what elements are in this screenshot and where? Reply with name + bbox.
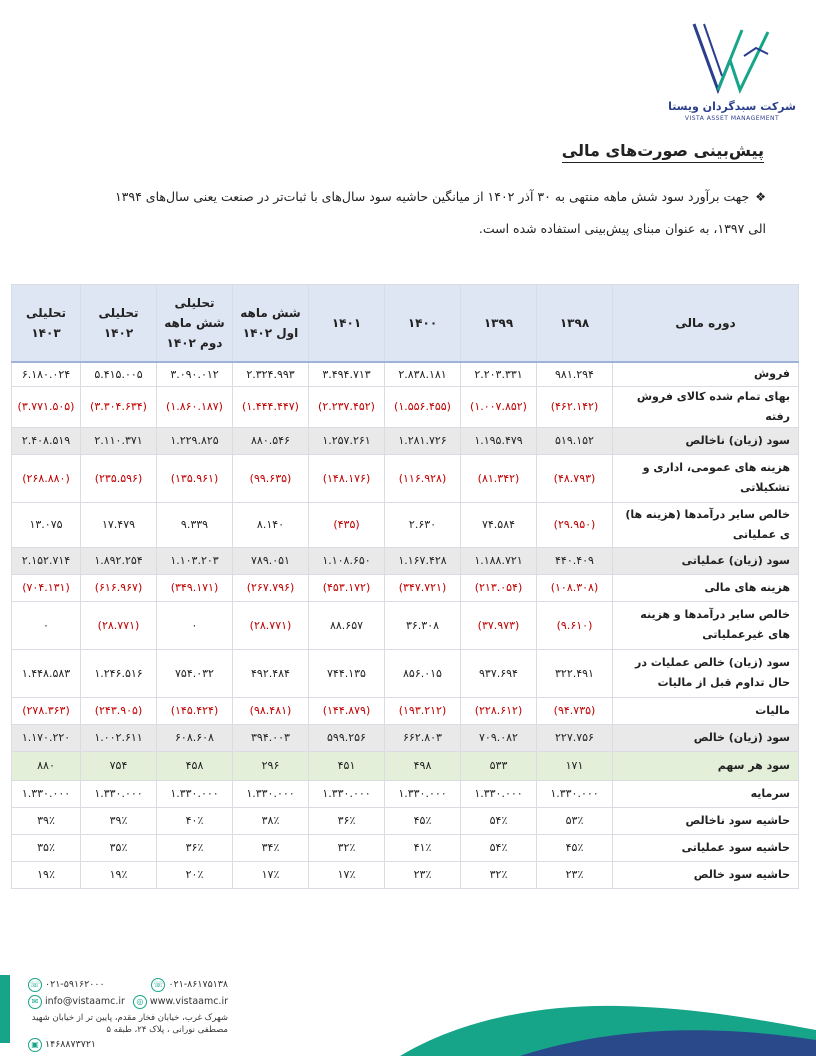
row-label: مالیات (613, 697, 799, 724)
header-1401: ۱۴۰۱ (309, 285, 385, 363)
table-cell: ۱۷٪ (309, 861, 385, 888)
table-cell: ۳۹٪ (81, 807, 157, 834)
row-label: بهای تمام شده کالای فروش رفته (613, 386, 799, 427)
section-title: پیش‌بینی صورت‌های مالی (561, 141, 764, 160)
table-cell: ۵۱۹.۱۵۲ (537, 427, 613, 454)
table-cell: (۳.۷۷۱.۵۰۵) (12, 386, 81, 427)
table-cell: (۴۳۵) (309, 502, 385, 547)
table-cell: ۴۵٪ (537, 834, 613, 861)
table-row (12, 697, 799, 724)
table-cell: ۱.۳۳۰.۰۰۰ (157, 780, 233, 807)
table-cell: ۱.۳۳۰.۰۰۰ (537, 780, 613, 807)
intro-text: جهت برآورد سود شش ماهه منتهی به ۳۰ آذر ۱۴۰۲ از میانگین حاشیه سود سال‌های با ثبات‌تر در صنعت یعنی سال‌های ۱۳۹۴ الی ۱۳۹۷، به عنوان مبنای پیش‌بینی استفاده شده است. (114, 189, 766, 236)
table-row (12, 751, 799, 780)
table-cell: ۱.۲۲۹.۸۲۵ (157, 427, 233, 454)
table-cell: ۹.۳۳۹ (157, 502, 233, 547)
table-cell: (۴۸.۷۹۳) (537, 454, 613, 502)
table-cell: ۳۸٪ (233, 807, 309, 834)
table-cell: ۲.۱۱۰.۳۷۱ (81, 427, 157, 454)
header-1400: ۱۴۰۰ (385, 285, 461, 363)
row-label: هزینه های عمومی، اداری و تشکیلاتی (613, 454, 799, 502)
table-cell: ۴۹۲.۴۸۴ (233, 649, 309, 697)
table-cell: ۲۹۶ (233, 751, 309, 780)
row-label: سود (زیان) ناخالص (613, 427, 799, 454)
table-cell: ۷۵۴.۰۳۲ (157, 649, 233, 697)
table-cell: ۴۰٪ (157, 807, 233, 834)
table-cell: (۷۰۴.۱۳۱) (12, 574, 81, 601)
table-cell: ۶۶۲.۸۰۳ (385, 724, 461, 751)
table-cell: ۱.۱۷۰.۲۲۰ (12, 724, 81, 751)
header-line: تحلیلی (26, 306, 66, 320)
table-cell: ۴۵٪ (385, 807, 461, 834)
table-row (12, 601, 799, 649)
table-cell: ۳۵٪ (81, 834, 157, 861)
vista-logo-icon (690, 20, 774, 98)
table-cell: (۱.۰۰۷.۸۵۲) (461, 386, 537, 427)
table-cell: ۶۰۸.۶۰۸ (157, 724, 233, 751)
table-row (12, 780, 799, 807)
header-line: تحلیلی (98, 306, 139, 320)
table-row (12, 502, 799, 547)
table-cell: ۷۸۹.۰۵۱ (233, 547, 309, 574)
address-line-2: مصطفی نورانی ، پلاک ۲۴، طبقه ۵ (106, 1025, 228, 1035)
row-label: خالص سایر درآمدها و هزینه های غیرعملیاتی (613, 601, 799, 649)
table-row (12, 834, 799, 861)
table-cell: ۲.۲۰۳.۳۳۱ (461, 362, 537, 386)
table-cell: ۵۴٪ (461, 807, 537, 834)
table-cell: ۷۴.۵۸۴ (461, 502, 537, 547)
header-line: دوم ۱۴۰۲ (166, 336, 223, 350)
table-cell: ۳۶٪ (309, 807, 385, 834)
table-cell: (۹۴.۷۳۵) (537, 697, 613, 724)
table-cell: ۸۵۶.۰۱۵ (385, 649, 461, 697)
header-line: شش ماهه (240, 306, 301, 320)
table-cell: ۱.۱۹۵.۴۷۹ (461, 427, 537, 454)
table-cell: ۶.۱۸۰.۰۲۴ (12, 362, 81, 386)
table-cell: (۸۱.۳۴۲) (461, 454, 537, 502)
table-cell: (۱۰۸.۳۰۸) (537, 574, 613, 601)
row-label: سود (زیان) عملیاتی (613, 547, 799, 574)
table-cell: ۱۹٪ (81, 861, 157, 888)
globe-icon: ◎ (133, 995, 147, 1009)
table-cell: ۳۲٪ (309, 834, 385, 861)
diamond-bullet-icon: ❖ (755, 190, 766, 204)
table-cell: ۱.۳۳۰.۰۰۰ (81, 780, 157, 807)
table-cell: ۱۷.۴۷۹ (81, 502, 157, 547)
table-cell: ۱.۴۴۸.۵۸۳ (12, 649, 81, 697)
table-cell: ۱.۰۰۲.۶۱۱ (81, 724, 157, 751)
table-cell: (۳۴۷.۷۲۱) (385, 574, 461, 601)
table-cell: (۴۵۳.۱۷۲) (309, 574, 385, 601)
header-1403 (12, 285, 81, 363)
table-cell: ۲.۴۰۸.۵۱۹ (12, 427, 81, 454)
table-cell: ۲۰٪ (157, 861, 233, 888)
table-cell: (۲۱۳.۰۵۴) (461, 574, 537, 601)
intro-paragraph (106, 181, 766, 244)
address-line-1: شهرک غرب، خیابان فخار مقدم، پایین تر از خیابان شهید (31, 1013, 228, 1023)
table-cell: ۱۹٪ (12, 861, 81, 888)
email-text: info@vistaamc.ir (45, 996, 125, 1007)
table-cell: ۲۲۷.۷۵۶ (537, 724, 613, 751)
table-cell: (۹.۶۱۰) (537, 601, 613, 649)
table-cell: ۲۳٪ (537, 861, 613, 888)
table-cell: ۳.۴۹۴.۷۱۳ (309, 362, 385, 386)
table-cell: (۱۴۸.۱۷۶) (309, 454, 385, 502)
table-cell: ۱.۱۸۸.۷۲۱ (461, 547, 537, 574)
table-row (12, 649, 799, 697)
table-cell: ۴۵۸ (157, 751, 233, 780)
header-1402 (81, 285, 157, 363)
footer-wave-decoration (400, 1000, 816, 1056)
row-label: حاشیه سود خالص (613, 861, 799, 888)
logo-name-en: VISTA ASSET MANAGEMENT (684, 115, 780, 122)
mailbox-icon: ▣ (28, 1038, 42, 1052)
table-cell: ۲.۸۳۸.۱۸۱ (385, 362, 461, 386)
address (28, 1010, 228, 1036)
table-row (12, 386, 799, 427)
website-link[interactable] (133, 995, 228, 1009)
table-cell: (۲۷۸.۳۶۳) (12, 697, 81, 724)
table-cell: ۳۹۴.۰۰۳ (233, 724, 309, 751)
table-cell: ۱.۱۰۸.۶۵۰ (309, 547, 385, 574)
table-cell: ۱.۲۴۶.۵۱۶ (81, 649, 157, 697)
table-cell: ۲.۱۵۲.۷۱۴ (12, 547, 81, 574)
table-cell: ۵۴٪ (461, 834, 537, 861)
header-h2-1402 (157, 285, 233, 363)
table-cell: ۱.۳۳۰.۰۰۰ (233, 780, 309, 807)
table-cell: ۱.۳۳۰.۰۰۰ (309, 780, 385, 807)
table-cell: ۸۸۰.۵۴۶ (233, 427, 309, 454)
table-row (12, 807, 799, 834)
postal-text: ۱۴۶۸۸۷۳۷۲۱ (45, 1039, 97, 1050)
postal-code (28, 1038, 96, 1052)
table-cell: ۴۱٪ (385, 834, 461, 861)
table-cell: ۱.۲۵۷.۲۶۱ (309, 427, 385, 454)
table-cell: ۳۶٪ (157, 834, 233, 861)
table-cell: ۹۳۷.۶۹۴ (461, 649, 537, 697)
table-cell: ۸۸۰ (12, 751, 81, 780)
table-cell: ۱۷٪ (233, 861, 309, 888)
email-link[interactable] (28, 995, 125, 1009)
table-cell: ۱۷۱ (537, 751, 613, 780)
table-cell: ۱.۳۳۰.۰۰۰ (385, 780, 461, 807)
table-cell: (۱.۵۵۶.۴۵۵) (385, 386, 461, 427)
table-cell: ۰ (157, 601, 233, 649)
table-cell: ۷۵۴ (81, 751, 157, 780)
row-label: هزینه های مالی (613, 574, 799, 601)
row-label: سود (زیان) خالص عملیات در حال تداوم قبل از مالیات (613, 649, 799, 697)
table-cell: ۴۹۸ (385, 751, 461, 780)
table-cell: ۳۴٪ (233, 834, 309, 861)
table-cell: (۱۴۴.۸۷۹) (309, 697, 385, 724)
table-cell: (۱۹۳.۲۱۲) (385, 697, 461, 724)
table-cell: (۲۸.۷۷۱) (233, 601, 309, 649)
row-label: فروش (613, 362, 799, 386)
table-cell: (۳۴۹.۱۷۱) (157, 574, 233, 601)
table-cell: ۳۹٪ (12, 807, 81, 834)
table-cell: ۱.۱۰۳.۲۰۳ (157, 547, 233, 574)
header-1398: ۱۳۹۸ (537, 285, 613, 363)
header-line: ۱۴۰۲ (103, 326, 134, 340)
row-label: سود هر سهم (613, 751, 799, 780)
header-line: ۱۴۰۳ (31, 326, 61, 340)
row-label: خالص سایر درآمدها (هزینه ها) ی عملیاتی (613, 502, 799, 547)
table-cell: ۷۴۴.۱۳۵ (309, 649, 385, 697)
table-cell: (۱.۴۴۴.۴۴۷) (233, 386, 309, 427)
header-1399: ۱۳۹۹ (461, 285, 537, 363)
header-period: دوره مالی (613, 285, 799, 363)
table-cell: ۱۳.۰۷۵ (12, 502, 81, 547)
table-cell: ۱.۳۳۰.۰۰۰ (12, 780, 81, 807)
footer-accent-bar (0, 975, 10, 1043)
table-cell: ۳۲٪ (461, 861, 537, 888)
table-cell: (۳.۳۰۴.۶۳۴) (81, 386, 157, 427)
table-cell: (۲۶۸.۸۸۰) (12, 454, 81, 502)
table-cell: ۳۲۲.۴۹۱ (537, 649, 613, 697)
table-cell: ۱.۸۹۲.۲۵۴ (81, 547, 157, 574)
table-cell: ۳۵٪ (12, 834, 81, 861)
table-cell: ۳.۰۹۰.۰۱۲ (157, 362, 233, 386)
table-cell: (۱۱۶.۹۲۸) (385, 454, 461, 502)
row-label: حاشیه سود ناخالص (613, 807, 799, 834)
table-cell: (۲۲۸.۶۱۲) (461, 697, 537, 724)
website-text: www.vistaamc.ir (149, 996, 228, 1007)
row-label: حاشیه سود عملیاتی (613, 834, 799, 861)
contact-info (28, 976, 228, 1053)
table-cell: (۲۶۷.۷۹۶) (233, 574, 309, 601)
phone-2-text: ۰۲۱-۵۹۱۶۲۰۰۰ (45, 979, 105, 990)
table-row (12, 427, 799, 454)
table-cell: (۲.۲۳۷.۴۵۲) (309, 386, 385, 427)
table-cell: ۴۴۰.۴۰۹ (537, 547, 613, 574)
table-cell: (۹۸.۴۸۱) (233, 697, 309, 724)
phone-icon: ☏ (151, 978, 165, 992)
email-icon: ✉ (28, 995, 42, 1009)
row-label: سرمایه (613, 780, 799, 807)
table-cell: (۴۶۲.۱۴۲) (537, 386, 613, 427)
phone-icon: ☏ (28, 978, 42, 992)
phone-1[interactable] (151, 978, 228, 992)
table-cell: ۱.۱۶۷.۴۲۸ (385, 547, 461, 574)
table-row (12, 547, 799, 574)
table-cell: ۲.۳۲۴.۹۹۳ (233, 362, 309, 386)
table-row (12, 362, 799, 386)
phone-1-text: ۰۲۱-۸۶۱۷۵۱۳۸ (168, 979, 228, 990)
table-cell: ۹۸۱.۲۹۴ (537, 362, 613, 386)
table-row (12, 454, 799, 502)
table-cell: ۲۳٪ (385, 861, 461, 888)
table-row (12, 724, 799, 751)
table-cell: (۱۴۵.۴۲۴) (157, 697, 233, 724)
header-line: شش ماهه (164, 316, 225, 330)
table-cell: ۵۹۹.۲۵۶ (309, 724, 385, 751)
table-cell: ۱.۲۸۱.۷۲۶ (385, 427, 461, 454)
table-cell: ۳۶.۳۰۸ (385, 601, 461, 649)
table-cell: ۰ (12, 601, 81, 649)
financial-forecast-table (11, 284, 799, 889)
table-cell: ۴۵۱ (309, 751, 385, 780)
table-cell: ۵۳۳ (461, 751, 537, 780)
table-cell: (۶۱۶.۹۶۷) (81, 574, 157, 601)
table-cell: ۵۳٪ (537, 807, 613, 834)
table-cell: (۱.۸۶۰.۱۸۷) (157, 386, 233, 427)
table-row (12, 861, 799, 888)
phone-2[interactable] (28, 978, 105, 992)
table-row (12, 574, 799, 601)
table-cell: ۵.۴۱۵.۰۰۵ (81, 362, 157, 386)
table-cell: ۸۸.۶۵۷ (309, 601, 385, 649)
table-cell: ۸.۱۴۰ (233, 502, 309, 547)
table-cell: (۲۳۵.۵۹۶) (81, 454, 157, 502)
company-logo (668, 20, 796, 124)
table-header-row (12, 285, 799, 363)
header-line: تحلیلی (174, 296, 215, 310)
table-cell: ۷۰۹.۰۸۲ (461, 724, 537, 751)
table-cell: (۱۳۵.۹۶۱) (157, 454, 233, 502)
table-cell: (۳۷.۹۷۳) (461, 601, 537, 649)
row-label: سود (زیان) خالص (613, 724, 799, 751)
header-line: اول ۱۴۰۲ (242, 326, 299, 340)
header-h1-1402 (233, 285, 309, 363)
logo-name-fa: شرکت سبدگردان ویستا (668, 100, 796, 113)
table-cell: ۲.۶۳۰ (385, 502, 461, 547)
table-cell: (۹۹.۶۳۵) (233, 454, 309, 502)
table-cell: ۱.۳۳۰.۰۰۰ (461, 780, 537, 807)
table-cell: (۲۹.۹۵۰) (537, 502, 613, 547)
table-cell: (۲۸.۷۷۱) (81, 601, 157, 649)
table-cell: (۲۴۳.۹۰۵) (81, 697, 157, 724)
